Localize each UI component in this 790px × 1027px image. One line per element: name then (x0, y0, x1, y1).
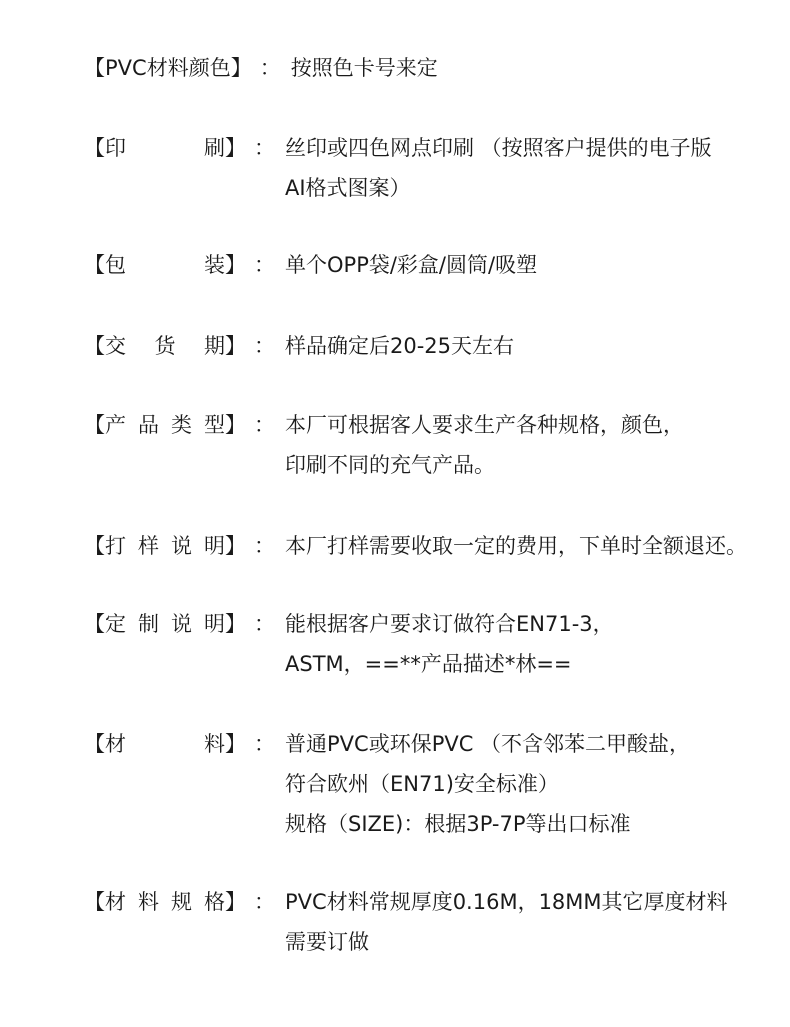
spec-label (84, 724, 246, 764)
label-char: 料 (138, 890, 159, 914)
label-text (105, 48, 231, 88)
label-char: 说 (171, 612, 192, 636)
spec-value-line: 符合欧州（EN71)安全标准） (285, 772, 559, 796)
label-char: 料 (204, 732, 225, 756)
spec-label (84, 245, 246, 285)
spec-value (285, 245, 537, 285)
label-char: 明 (204, 534, 225, 558)
label-close-bracket: 】 (225, 136, 246, 160)
label-close-bracket: 】 (230, 56, 252, 80)
label-text (105, 326, 225, 366)
label-open-bracket: 【 (84, 136, 105, 160)
spec-row (84, 724, 690, 844)
label-char: 印 (105, 136, 126, 160)
label-char: 型 (204, 413, 225, 437)
spec-row (84, 405, 684, 485)
label-close-bracket: 】 (225, 732, 246, 756)
spec-label (84, 604, 246, 644)
label-open-bracket: 【 (84, 413, 105, 437)
label-colon: ： (254, 890, 275, 914)
label-char: 期 (204, 334, 225, 358)
spec-value-line: 按照色卡号来定 (290, 56, 438, 80)
label-char: 格 (204, 890, 225, 914)
spec-value (285, 604, 614, 684)
spec-value-line: 丝印或四色网点印刷 （按照客户提供的电子版 (285, 136, 712, 160)
spec-value-line: 样品确定后20-25天左右 (285, 334, 515, 358)
label-char: 包 (105, 253, 126, 277)
label-colon: ： (254, 413, 275, 437)
spec-value-line: 单个OPP袋/彩盒/圆筒/吸塑 (285, 253, 538, 277)
label-open-bracket: 【 (84, 334, 105, 358)
label-text (105, 405, 225, 445)
spec-value (285, 526, 747, 566)
spec-label (84, 526, 246, 566)
spec-label (84, 882, 246, 922)
spec-value-line: 本厂可根据客人要求生产各种规格，颜色， (285, 413, 684, 437)
label-char: 制 (138, 612, 159, 636)
label-char: 装 (204, 253, 225, 277)
label-char: 明 (204, 612, 225, 636)
spec-value (285, 405, 684, 485)
label-open-bracket: 【 (84, 253, 105, 277)
label-close-bracket: 】 (225, 413, 246, 437)
spec-row (84, 128, 712, 208)
label-char: 材 (105, 890, 126, 914)
spec-label (84, 128, 246, 168)
label-close-bracket: 】 (225, 253, 246, 277)
label-text (105, 526, 225, 566)
label-char: 材 (105, 732, 126, 756)
label-open-bracket: 【 (84, 534, 105, 558)
spec-value-line: AI格式图案） (285, 176, 411, 200)
spec-value-line: 需要订做 (285, 930, 369, 954)
spec-value-line: 普通PVC或环保PVC （不含邻苯二甲酸盐， (285, 732, 691, 756)
label-char: 货 (154, 334, 176, 358)
spec-label (84, 405, 246, 445)
label-char: 规 (171, 890, 192, 914)
label-text (105, 882, 225, 922)
spec-value (291, 48, 438, 88)
spec-row (84, 526, 747, 566)
label-colon: ： (254, 612, 275, 636)
label-text (105, 245, 225, 285)
spec-value (285, 326, 514, 366)
spec-value-line: 印刷不同的充气产品。 (285, 453, 495, 477)
spec-value (285, 128, 712, 208)
spec-row (84, 48, 438, 88)
label-text (105, 724, 225, 764)
label-char: 品 (138, 413, 159, 437)
label-char: 打 (105, 534, 126, 558)
label-open-bracket: 【 (84, 56, 105, 80)
spec-value-line: 能根据客户要求订做符合EN71-3， (285, 612, 614, 636)
label-colon: ： (254, 534, 275, 558)
label-char: 交 (105, 334, 126, 358)
label-char: 产 (105, 413, 126, 437)
label-colon: ： (259, 56, 281, 80)
spec-row (84, 604, 614, 684)
spec-value (285, 882, 728, 962)
spec-value-line: ASTM，==**产品描述*林== (285, 652, 572, 676)
label-char: 类 (171, 413, 192, 437)
label-char: 样 (138, 534, 159, 558)
label-colon: ： (254, 136, 275, 160)
spec-value-line: 本厂打样需要收取一定的费用，下单时全额退还。 (285, 534, 747, 558)
label-text (105, 128, 225, 168)
label-close-bracket: 】 (225, 334, 246, 358)
spec-row (84, 882, 728, 962)
label-close-bracket: 】 (225, 612, 246, 636)
spec-value-line: 规格（SIZE)：根据3P-7P等出口标准 (285, 812, 631, 836)
label-open-bracket: 【 (84, 890, 105, 914)
label-close-bracket: 】 (225, 534, 246, 558)
spec-row (84, 326, 514, 366)
label-open-bracket: 【 (84, 612, 105, 636)
label-colon: ： (254, 732, 275, 756)
spec-value (285, 724, 690, 844)
spec-label (84, 48, 252, 88)
spec-value-line: PVC材料常规厚度0.16M，18MM其它厚度材料 (285, 890, 728, 914)
spec-row (84, 245, 537, 285)
spec-label (84, 326, 246, 366)
label-open-bracket: 【 (84, 732, 105, 756)
label-close-bracket: 】 (225, 890, 246, 914)
label-char: 说 (171, 534, 192, 558)
label-char: 刷 (204, 136, 225, 160)
label-text (105, 604, 225, 644)
label-char: 定 (105, 612, 126, 636)
label-chars: PVC材料颜色 (105, 56, 231, 80)
label-colon: ： (254, 253, 275, 277)
label-colon: ： (254, 334, 275, 358)
